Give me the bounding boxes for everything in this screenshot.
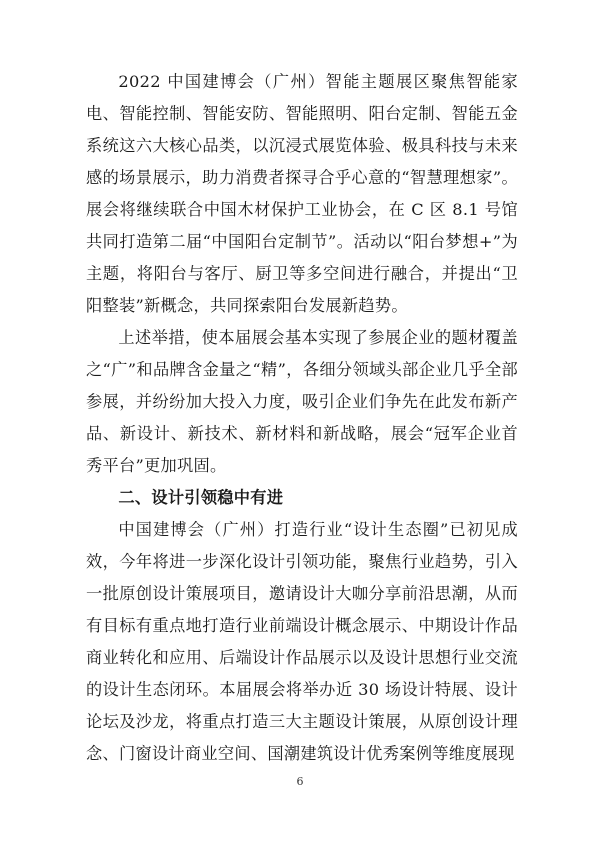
paragraph-design-ecosystem: 中国建博会（广州）打造行业“设计生态圈”已初见成效，今年将进一步深化设计引领功能，聚焦行业趋势，引入一批原创设计策展项目，邀请设计大咖分享前沿思潮，从而有目标有重点地打造行业前端设计概念展示、中期设计作品商业转化和应用、后端设计作品展示以及设计思想行业交流的设计生态闭环。本届展会将举办近 30 场设计特展、设计论坛及沙龙，将重点打造三大主题设计策展，从原创设计理念、门窗设计商业空间、国潮建筑设计优秀案例等维度展现 <box>86 520 518 763</box>
paragraph-smart-zone: 2022 中国建博会（广州）智能主题展区聚焦智能家电、智能控制、智能安防、智能照明、阳台定制、智能五金系统这六大核心品类，以沉浸式展览体验、极具科技与未来感的场景展示，助力消费者探寻合乎心意的“智慧理想家”。展会将继续联合中国木材保护工业协会，在 C 区 8.1 号馆共同打造第二届“中国阳台定制节”。活动以“阳台梦想+”为主题，将阳台与客厅、厨卫等多空间进行融合，并提出“卫阳整装”新概念，共同探索阳台发展新趋势。 <box>86 72 518 315</box>
paragraph-exhibition-summary: 上述举措，使本届展会基本实现了参展企业的题材覆盖之“广”和品牌含金量之“精”，各细分领域头部企业几乎全部参展，并纷纷加大投入力度，吸引企业们争先在此发布新产品、新设计、新技术、新材料和新战略，展会“冠军企业首秀平台”更加巩固。 <box>86 328 518 475</box>
page-number: 6 <box>296 775 304 788</box>
section-heading: 二、设计引领稳中有进 <box>118 488 284 507</box>
document-body <box>86 66 518 770</box>
